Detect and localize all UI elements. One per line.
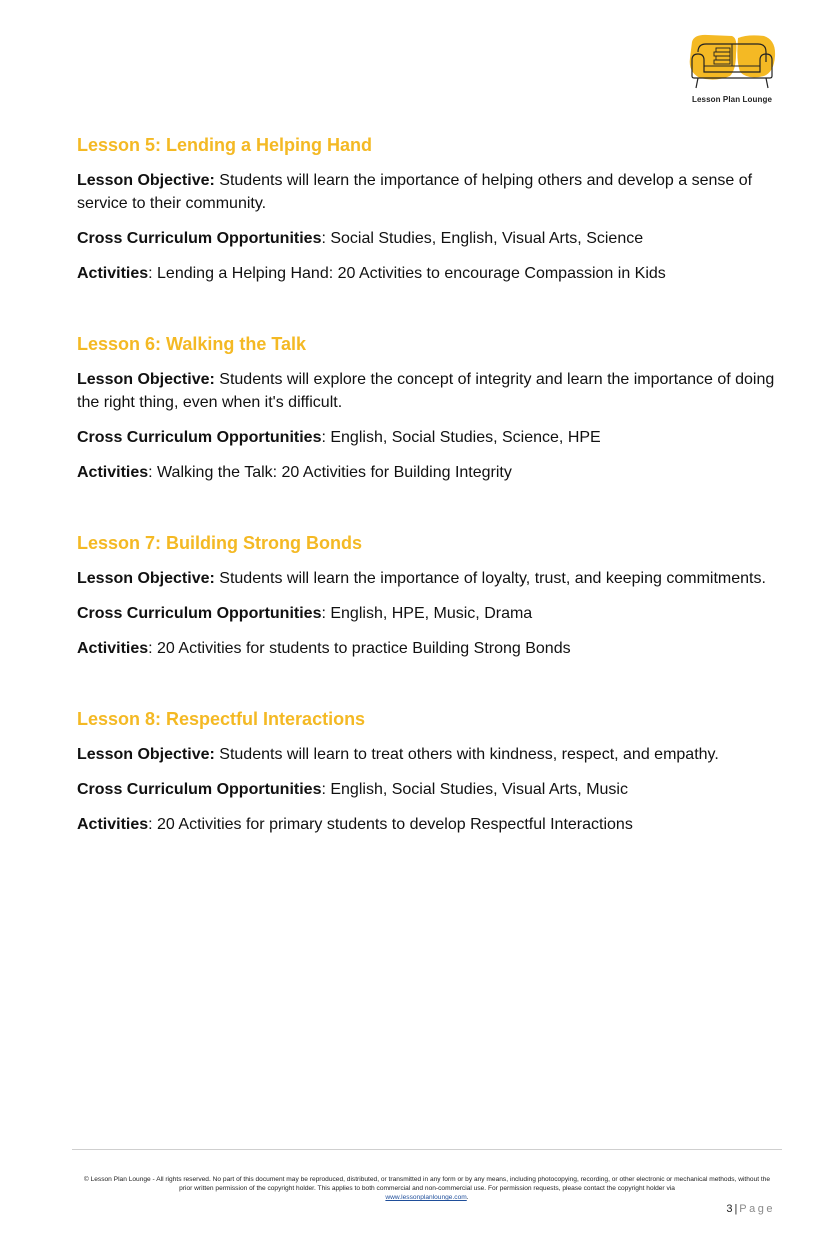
activities-label: Activities <box>77 265 149 282</box>
cross-curriculum-label: Cross Curriculum Opportunities <box>77 605 322 622</box>
lesson-objective <box>77 169 782 215</box>
lesson-6 <box>77 333 782 484</box>
cross-curriculum-text: : Social Studies, English, Visual Arts, Science <box>321 230 644 247</box>
page-number-value: 3 <box>726 1203 733 1215</box>
activities <box>77 262 782 285</box>
lesson-7 <box>77 532 782 660</box>
activities-text: : 20 Activities for students to practice Building Strong Bonds <box>148 640 571 657</box>
activities <box>77 813 782 836</box>
activities-label: Activities <box>77 816 149 833</box>
cross-curriculum-label: Cross Curriculum Opportunities <box>77 230 322 247</box>
cross-curriculum-text: : English, Social Studies, Visual Arts, Music <box>321 781 628 798</box>
activities-label: Activities <box>77 464 149 481</box>
lesson-objective <box>77 368 782 414</box>
footer-copyright <box>80 1175 774 1202</box>
cross-curriculum-label: Cross Curriculum Opportunities <box>77 781 322 798</box>
objective-text: Students will learn the importance of loyalty, trust, and keeping commitments. <box>219 570 766 587</box>
objective-text: Students will explore the concept of integrity and learn the importance of doing the right thing, even when it's difficult. <box>77 371 775 411</box>
cross-curriculum <box>77 602 782 625</box>
page-word: Page <box>739 1203 775 1215</box>
page-separator: | <box>734 1203 738 1215</box>
sofa-icon <box>686 32 778 94</box>
objective-text: Students will learn to treat others with kindness, respect, and empathy. <box>219 746 719 763</box>
objective-label: Lesson Objective: <box>77 570 215 587</box>
page-number <box>726 1203 775 1215</box>
lesson-list <box>77 134 782 884</box>
cross-curriculum <box>77 426 782 449</box>
copyright-text: © Lesson Plan Lounge - All rights reserved. No part of this document may be reproduced, distributed, or transmitted in any form or by any means, including photocopying, recording, or other electronic or mechanical methods, without the prior written permission of the copyright holder. This applies to both commercial and non-commercial use. For permission requests, please contact the copyright holder via <box>83 1176 771 1192</box>
lesson-title: Lesson 7: Building Strong Bonds <box>77 533 362 553</box>
activities-text: : Lending a Helping Hand: 20 Activities to encourage Compassion in Kids <box>148 265 666 282</box>
lesson-8 <box>77 708 782 836</box>
cross-curriculum <box>77 227 782 250</box>
footer-divider <box>72 1149 782 1150</box>
logo <box>684 32 780 108</box>
lesson-title: Lesson 6: Walking the Talk <box>77 334 307 354</box>
lesson-title: Lesson 5: Lending a Helping Hand <box>77 135 373 155</box>
lesson-5 <box>77 134 782 285</box>
objective-label: Lesson Objective: <box>77 172 215 189</box>
objective-text: Students will learn the importance of helping others and develop a sense of service to their community. <box>77 172 753 212</box>
website-link[interactable]: www.lessonplanlounge.com <box>385 1194 467 1201</box>
activities <box>77 637 782 660</box>
link-suffix: . <box>466 1194 469 1201</box>
activities <box>77 461 782 484</box>
lesson-title: Lesson 8: Respectful Interactions <box>77 709 366 729</box>
lesson-objective <box>77 567 782 590</box>
activities-text: : Walking the Talk: 20 Activities for Building Integrity <box>148 464 512 481</box>
logo-text: Lesson Plan Lounge <box>691 95 773 104</box>
lesson-objective <box>77 743 782 766</box>
cross-curriculum-text: : English, HPE, Music, Drama <box>321 605 533 622</box>
cross-curriculum-label: Cross Curriculum Opportunities <box>77 429 322 446</box>
objective-label: Lesson Objective: <box>77 746 215 763</box>
activities-text: : 20 Activities for primary students to develop Respectful Interactions <box>148 816 633 833</box>
objective-label: Lesson Objective: <box>77 371 215 388</box>
cross-curriculum-text: : English, Social Studies, Science, HPE <box>321 429 601 446</box>
cross-curriculum <box>77 778 782 801</box>
activities-label: Activities <box>77 640 149 657</box>
